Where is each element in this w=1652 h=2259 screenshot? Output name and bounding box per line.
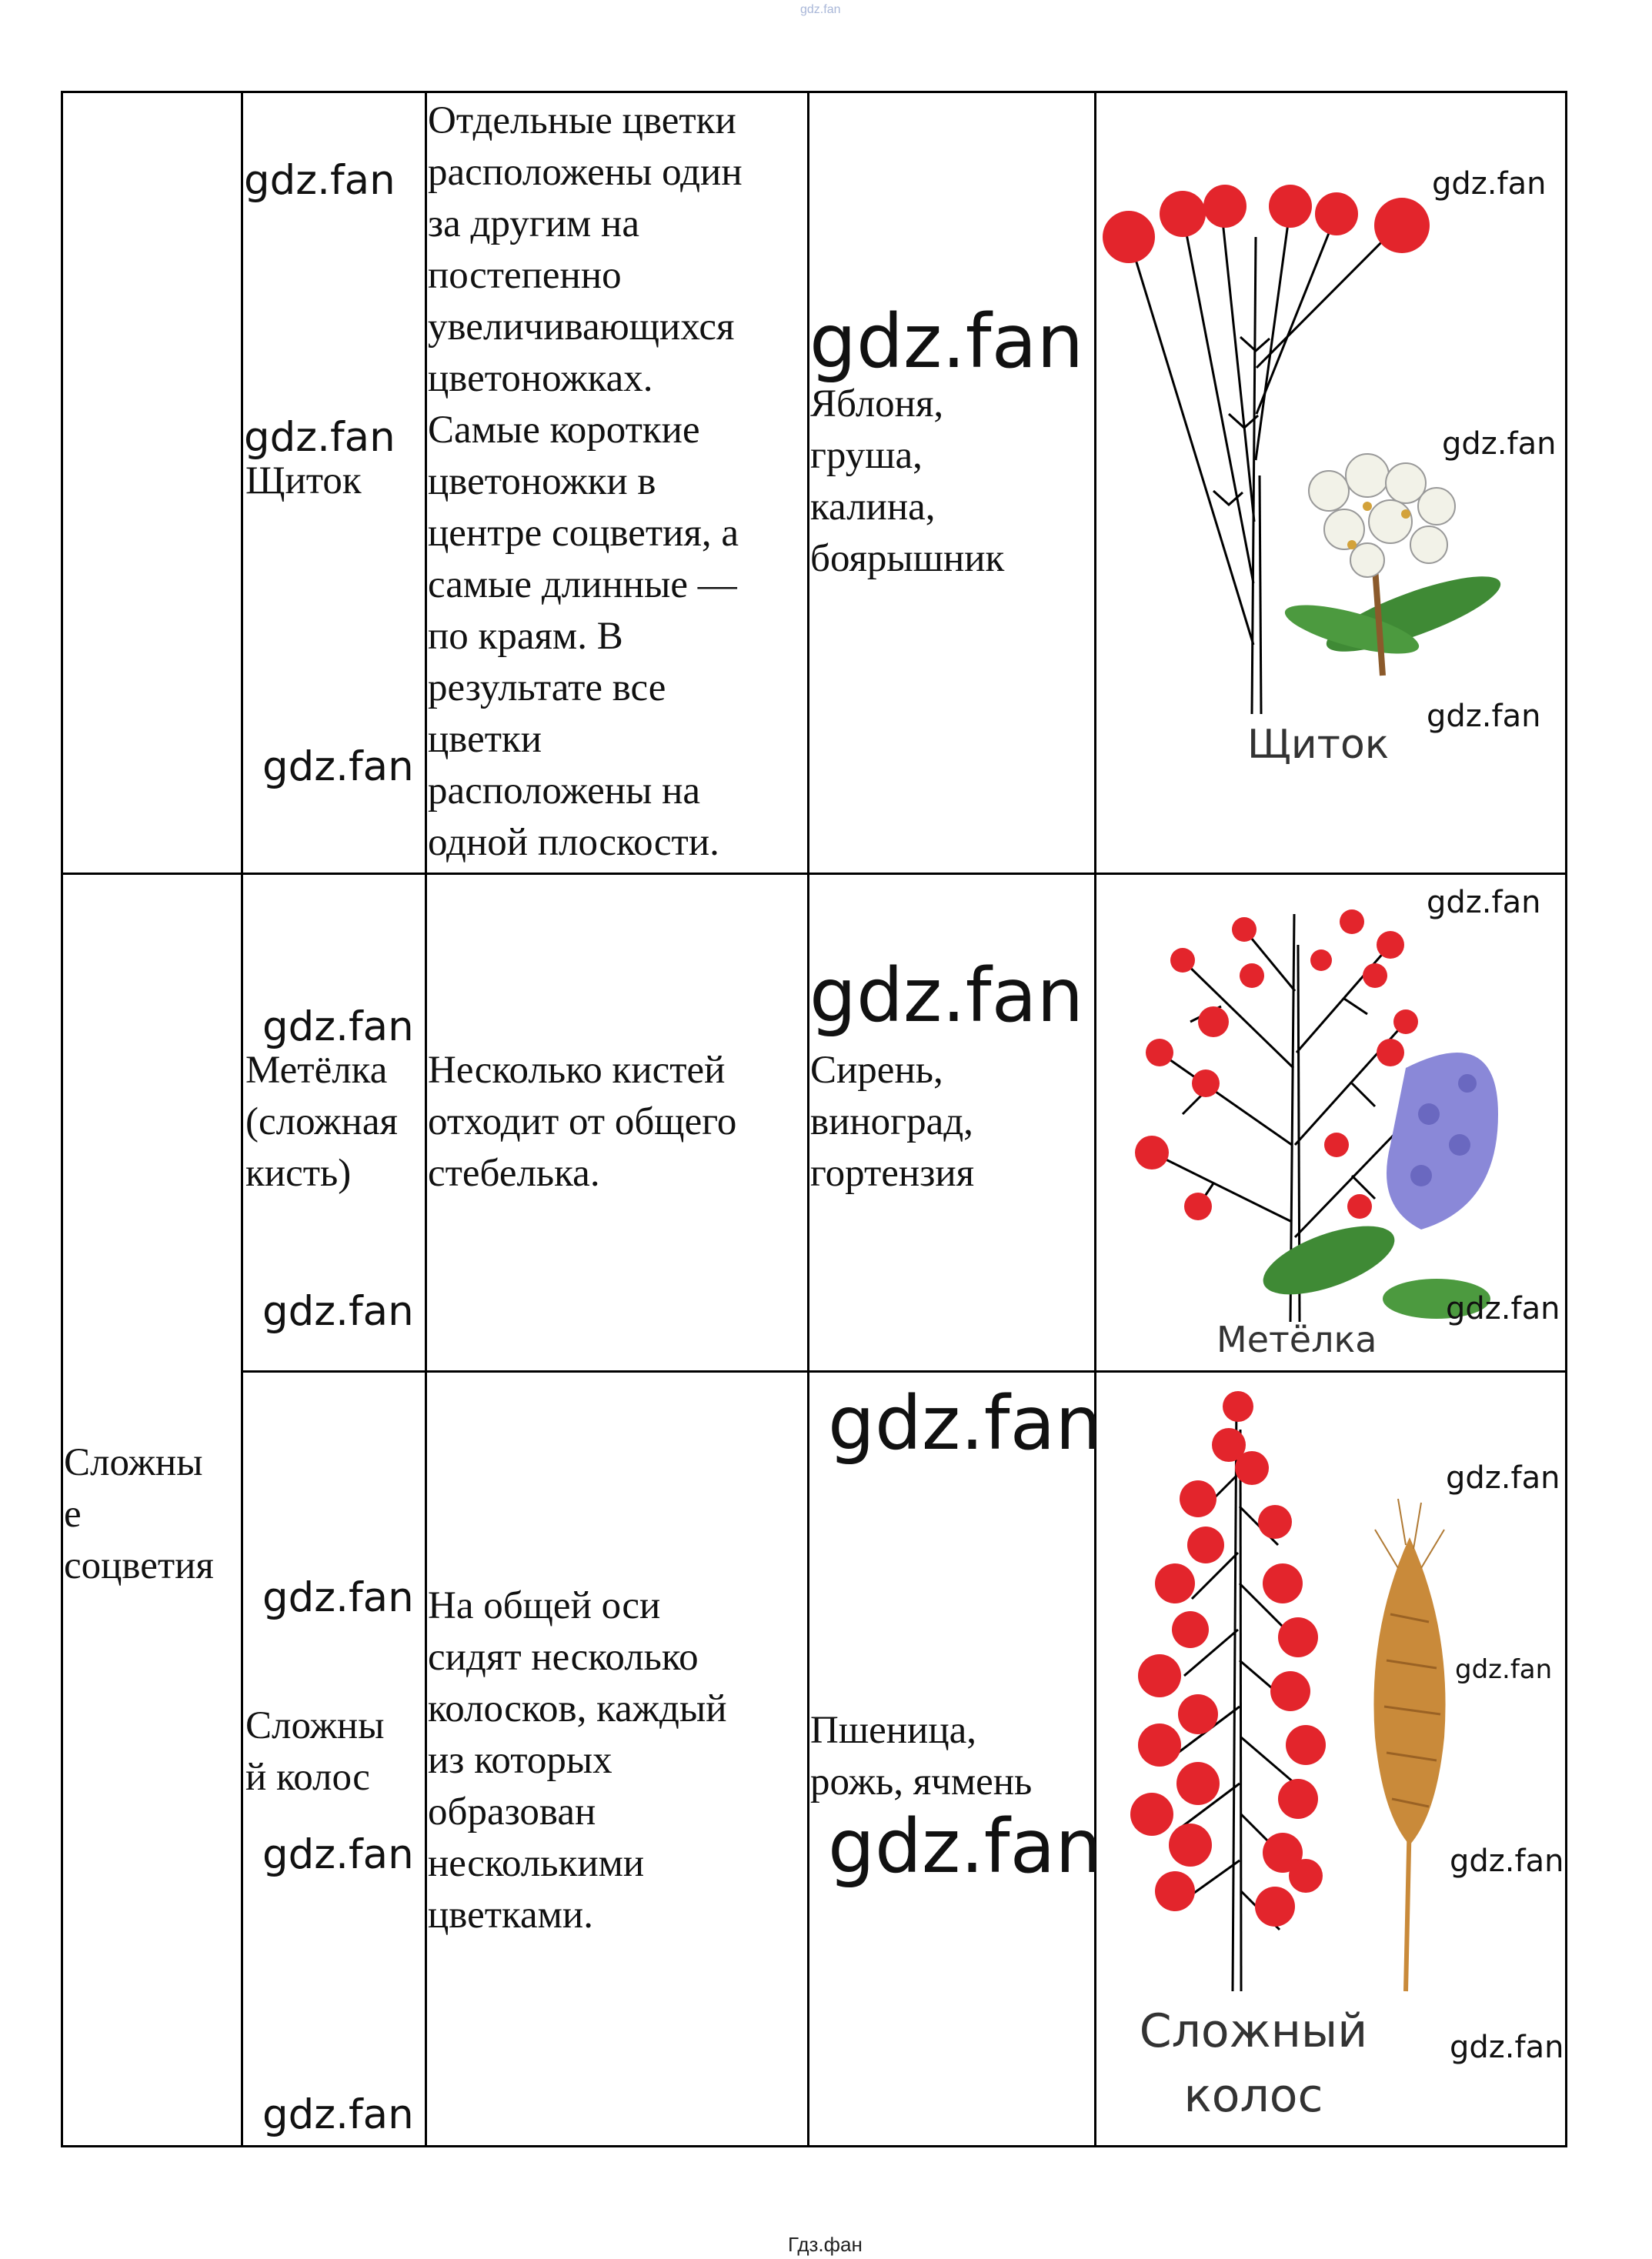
watermark: gdz.fan [1432, 166, 1547, 202]
corymb-inflorescence-drawing [1098, 183, 1529, 768]
table-border-bottom [61, 2145, 1567, 2147]
image-caption: Сложный колос [1139, 2004, 1368, 2123]
watermark: gdz.fan [1446, 1460, 1560, 1496]
watermark: gdz.fan [1450, 2030, 1564, 2065]
inflorescence-name: Сложны й колос [245, 1704, 385, 1799]
watermark: gdz.fan [244, 414, 395, 461]
watermark: gdz.fan [262, 1574, 414, 1621]
watermark: gdz.fan [244, 157, 395, 204]
inflorescence-description: Несколько кистей отходит от общего стебелька. [428, 1049, 737, 1195]
footer-text: Гдз.фан [788, 2233, 863, 2256]
plant-examples: Яблоня, груша, калина, боярышник [810, 382, 1005, 580]
watermark: gdz.fan [1427, 699, 1541, 734]
inflorescence-description: На общей оси сидят несколько колосков, каждый из которых образован несколькими цветками. [428, 1584, 727, 1937]
column-divider [807, 91, 809, 2147]
watermark: gdz.fan [828, 1804, 1103, 1890]
group-label: Сложны е соцветия [64, 1441, 214, 1587]
compound-spike-drawing [1098, 1383, 1498, 1999]
watermark: gdz.fan [1442, 426, 1557, 462]
watermark: gdz.fan [809, 299, 1084, 385]
plant-examples: Пшеница, рожь, ячмень [810, 1709, 1033, 1804]
watermark: gdz.fan [1446, 1291, 1560, 1326]
inflorescence-description: Отдельные цветки расположены один за другим на постепенно увеличивающихся цветоножках. Самые короткие цветоножки в центре соцветия, а самые длинные — по краям. В результате все цветки расположены на одной плоскости. [428, 99, 743, 864]
watermark: gdz.fan [262, 743, 414, 790]
wheat-ear-photo [1373, 1499, 1445, 1991]
watermark: gdz.fan [828, 1380, 1103, 1467]
watermark: gdz.fan [262, 1288, 414, 1335]
panicle-inflorescence-drawing [1098, 899, 1529, 1330]
column-divider [1565, 91, 1567, 2147]
inflorescence-name: Щиток [245, 459, 362, 502]
image-caption: Метёлка [1216, 1319, 1377, 1360]
row-divider [61, 873, 1567, 875]
row-divider [241, 1370, 1567, 1373]
top-watermark: gdz.fan [800, 3, 841, 16]
watermark: gdz.fan [1450, 1844, 1564, 1879]
watermark: gdz.fan [809, 953, 1084, 1039]
column-divider [425, 91, 427, 2147]
inflorescence-table [61, 91, 1567, 2147]
watermark: gdz.fan [262, 1003, 414, 1050]
watermark: gdz.fan [262, 2091, 414, 2138]
table-border-top [61, 91, 1567, 93]
inflorescence-name: Метёлка (сложная кисть) [245, 1049, 398, 1195]
column-divider [61, 91, 63, 2147]
watermark: gdz.fan [1455, 1654, 1553, 1685]
watermark: gdz.fan [1427, 885, 1541, 920]
viburnum-photo [1280, 454, 1507, 676]
watermark: gdz.fan [262, 1831, 414, 1878]
image-caption: Щиток [1247, 722, 1390, 768]
plant-examples: Сирень, виноград, гортензия [810, 1049, 975, 1195]
column-divider [241, 91, 243, 2147]
